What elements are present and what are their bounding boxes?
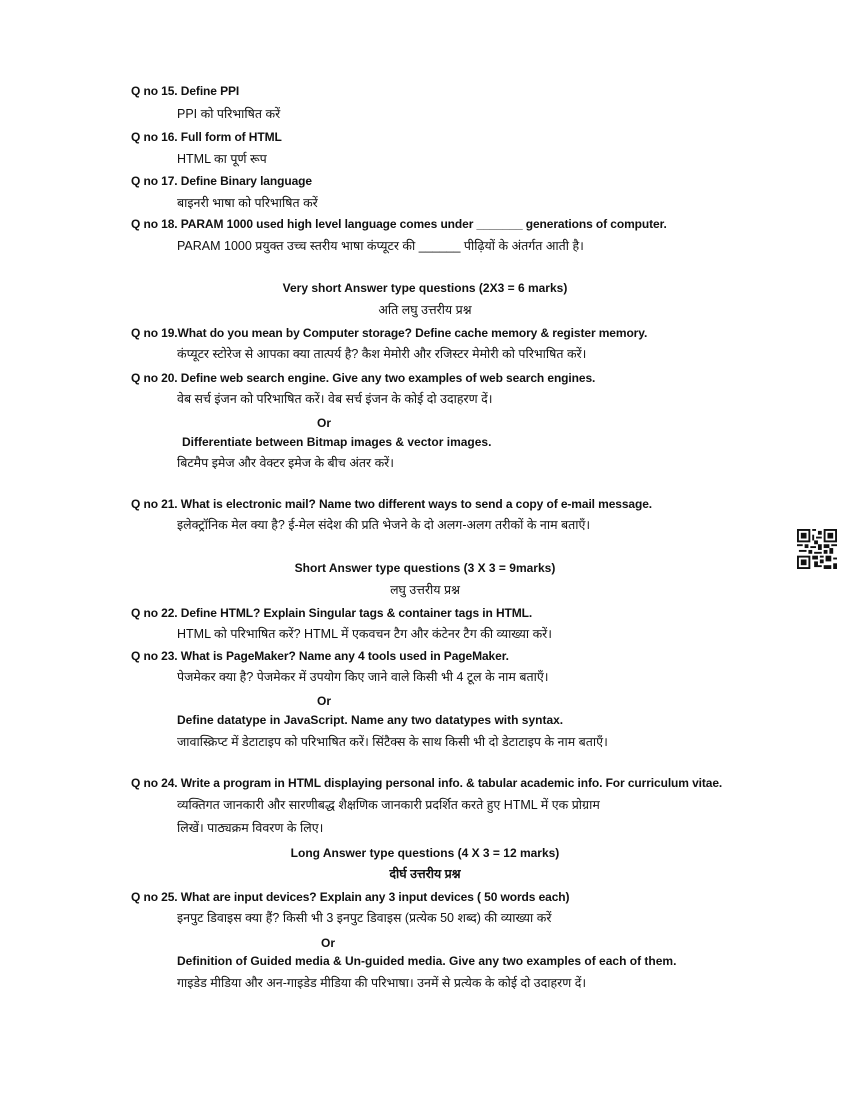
question-16: Q no 16. Full form of HTML — [131, 130, 282, 144]
section-subheading-very-short: अति लघु उत्तरीय प्रश्न — [378, 303, 472, 317]
or-separator-25: Or — [321, 936, 336, 950]
question-24: Q no 24. Write a program in HTML displaying personal info. & tabular academic info. For curriculum vitae. — [131, 776, 723, 790]
section-subheading-long: दीर्घ उत्तरीय प्रश्न — [389, 867, 461, 881]
question-20: Q no 20. Define web search engine. Give any two examples of web search engines. — [131, 371, 596, 385]
or-separator-20: Or — [317, 416, 332, 430]
question-23-alternative-hindi: जावास्क्रिप्ट में डेटाटाइप को परिभाषित करें। सिंटैक्स के साथ किसी भी दो डेटाटाइप के नाम बताएँ। — [177, 735, 608, 749]
question-16-hindi: HTML का पूर्ण रूप — [177, 152, 267, 166]
question-15-hindi: PPI को परिभाषित करें — [177, 107, 281, 121]
section-heading-long: Long Answer type questions (4 X 3 = 12 marks) — [290, 846, 560, 860]
question-22: Q no 22. Define HTML? Explain Singular tags & container tags in HTML. — [131, 606, 533, 620]
question-23: Q no 23. What is PageMaker? Name any 4 tools used in PageMaker. — [131, 649, 509, 663]
question-24-hindi-line-1: व्यक्तिगत जानकारी और सारणीबद्ध शैक्षणिक जानकारी प्रदर्शित करते हुए HTML में एक प्रोग्राम — [177, 798, 600, 812]
section-heading-very-short: Very short Answer type questions (2X3 = 6 marks) — [282, 281, 568, 295]
question-19-hindi: कंप्यूटर स्टोरेज से आपका क्या तात्पर्य है? कैश मेमोरी और रजिस्टर मेमोरी को परिभाषित करें। — [177, 347, 587, 361]
question-21-hindi: इलेक्ट्रॉनिक मेल क्या है? ई-मेल संदेश की प्रति भेजने के दो अलग-अलग तरीकों के नाम बताएँ। — [177, 518, 591, 532]
question-25: Q no 25. What are input devices? Explain any 3 input devices ( 50 words each) — [131, 890, 570, 904]
question-19: Q no 19.What do you mean by Computer storage? Define cache memory & register memory. — [131, 326, 648, 340]
question-18-hindi: PARAM 1000 प्रयुक्त उच्च स्तरीय भाषा कंप्यूटर की ______ पीढ़ियों के अंतर्गत आती है। — [177, 239, 584, 253]
section-subheading-short: लघु उत्तरीय प्रश्न — [390, 583, 460, 597]
question-18: Q no 18. PARAM 1000 used high level language comes under _______ generations of computer. — [131, 217, 667, 231]
question-17: Q no 17. Define Binary language — [131, 174, 312, 188]
question-20-alternative: Differentiate between Bitmap images & vector images. — [182, 435, 492, 449]
question-15: Q no 15. Define PPI — [131, 84, 240, 98]
question-17-hindi: बाइनरी भाषा को परिभाषित करें — [177, 196, 318, 210]
question-20-hindi: वेब सर्च इंजन को परिभाषित करें। वेब सर्च इंजन के कोई दो उदाहरण दें। — [177, 392, 493, 406]
question-25-alternative-hindi: गाइडेड मीडिया और अन-गाइडेड मीडिया की परिभाषा। उनमें से प्रत्येक के कोई दो उदाहरण दें। — [177, 976, 587, 990]
question-23-alternative: Define datatype in JavaScript. Name any two datatypes with syntax. — [177, 713, 564, 727]
question-21: Q no 21. What is electronic mail? Name two different ways to send a copy of e-mail message. — [131, 497, 653, 511]
question-24-hindi-line-2: लिखें। पाठ्यक्रम विवरण के लिए। — [177, 821, 324, 835]
question-25-hindi: इनपुट डिवाइस क्या हैं? किसी भी 3 इनपुट डिवाइस (प्रत्येक 50 शब्द) की व्याख्या करें — [177, 911, 552, 925]
question-23-hindi: पेजमेकर क्या है? पेजमेकर में उपयोग किए जाने वाले किसी भी 4 टूल के नाम बताएँ। — [177, 670, 549, 684]
section-heading-short: Short Answer type questions (3 X 3 = 9marks) — [294, 561, 556, 575]
or-separator-23: Or — [317, 694, 332, 708]
question-22-hindi: HTML को परिभाषित करें? HTML में एकवचन टैग और कंटेनर टैग की व्याख्या करें। — [177, 627, 553, 641]
question-25-alternative: Definition of Guided media & Un-guided media. Give any two examples of each of them. — [177, 954, 677, 968]
question-20-alternative-hindi: बिटमैप इमेज और वेक्टर इमेज के बीच अंतर करें। — [177, 456, 395, 470]
